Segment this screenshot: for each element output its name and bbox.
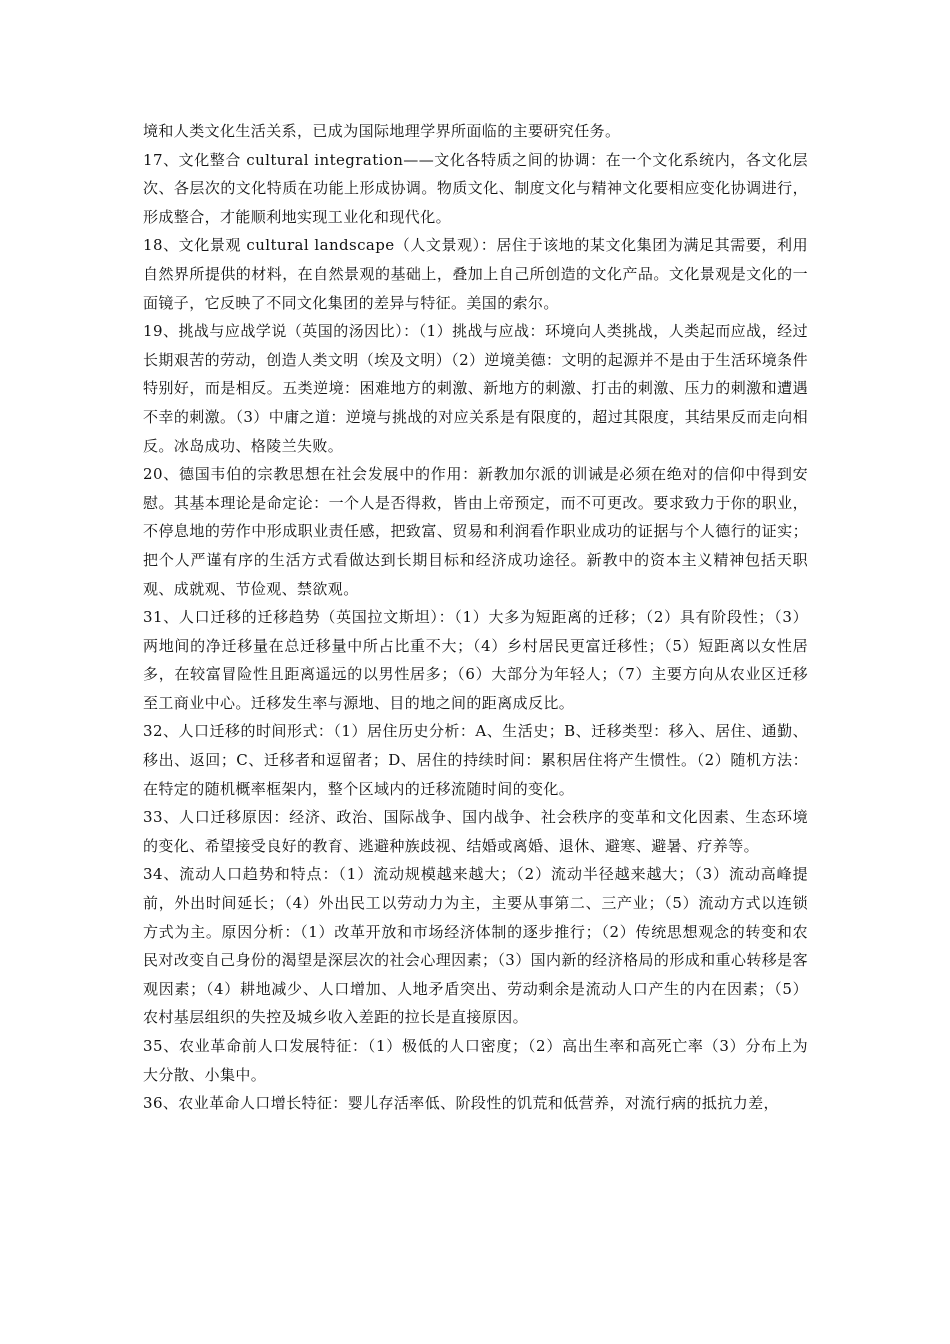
- paragraph-18-cultural-landscape: 18、文化景观 cultural landscape（人文景观）：居住于该地的某文化集团为满足其需要，利用自然界所提供的材料，在自然景观的基础上，叠加上自己所创造的文化产品。文化景观是文化的一面镜子，它反映了不同文化集团的差异与特征。美国的索尔。: [143, 236, 808, 312]
- document-page: [143, 117, 808, 1118]
- paragraph-32-migration-time: 32、人口迁移的时间形式：（1）居住历史分析：A、生活史；B、迁移类型：移入、居住、通勤、移出、返回；C、迁移者和逗留者；D、居住的持续时间：累积居住将产生惯性。（2）随机方法：在特定的随机概率框架内，整个区域内的迁移流随时间的变化。: [143, 722, 808, 798]
- paragraph-31-migration-trends: 31、人口迁移的迁移趋势（英国拉文斯坦）：（1）大多为短距离的迁移；（2）具有阶段性；（3）两地间的净迁移量在总迁移量中所占比重不大；（4）乡村居民更富迁移性；（5）短距离以女性居多，在较富冒险性且距离遥远的以男性居多；（6）大部分为年轻人；（7）主要方向从农业区迁移至工商业中心。迁移发生率与源地、目的地之间的距离成反比。: [143, 608, 808, 712]
- paragraph-20-weber-religion: 20、德国韦伯的宗教思想在社会发展中的作用：新教加尔派的训诫是必须在绝对的信仰中得到安慰。其基本理论是命定论：一个人是否得救，皆由上帝预定，而不可更改。要求致力于你的职业，不停息地的劳作中形成职业责任感，把致富、贸易和利润看作职业成功的证据与个人德行的证实；把个人严谨有序的生活方式看做达到长期目标和经济成功途径。新教中的资本主义精神包括天职观、成就观、节俭观、禁欲观。: [143, 465, 808, 598]
- paragraph-19-challenge-response: 19、挑战与应战学说（英国的汤因比）：（1）挑战与应战：环境向人类挑战，人类起而应战，经过长期艰苦的劳动，创造人类文明（埃及文明）（2）逆境美德：文明的起源并不是由于生活环境条件特别好，而是相反。五类逆境：困难地方的刺激、新地方的刺激、打击的刺激、压力的刺激和遭遇不幸的刺激。（3）中庸之道：逆境与挑战的对应关系是有限度的，超过其限度，其结果反而走向相反。冰岛成功、格陵兰失败。: [143, 322, 808, 455]
- paragraph-34-floating-population: 34、流动人口趋势和特点：（1）流动规模越来越大；（2）流动半径越来越大；（3）流动高峰提前，外出时间延长；（4）外出民工以劳动力为主，主要从事第二、三产业；（5）流动方式以连锁方式为主。原因分析：（1）改革开放和市场经济体制的逐步推行；（2）传统思想观念的转变和农民对改变自己身份的渴望是深层次的社会心理因素；（3）国内新的经济格局的形成和重心转移是客观因素；（4）耕地减少、人口增加、人地矛盾突出、劳动剩余是流动人口产生的内在因素；（5）农村基层组织的失控及城乡收入差距的拉长是直接原因。: [143, 865, 808, 1027]
- paragraph-33-migration-causes: 33、人口迁移原因：经济、政治、国际战争、国内战争、社会秩序的变革和文化因素、生态环境的变化、希望接受良好的教育、逃避种族歧视、结婚或离婚、退休、避寒、避暑、疗养等。: [143, 808, 808, 855]
- paragraph-continuation: 境和人类文化生活关系，已成为国际地理学界所面临的主要研究任务。: [143, 122, 621, 140]
- paragraph-36-agricultural-revolution: 36、农业革命人口增长特征：婴儿存活率低、阶段性的饥荒和低营养，对流行病的抵抗力差，: [143, 1094, 779, 1113]
- paragraph-35-pre-agricultural: 35、农业革命前人口发展特征：（1）极低的人口密度；（2）高出生率和高死亡率（3）分布上为大分散、小集中。: [143, 1037, 808, 1084]
- paragraph-17-cultural-integration: 17、文化整合 cultural integration——文化各特质之间的协调：在一个文化系统内，各文化层次、各层次的文化特质在功能上形成协调。物质文化、制度文化与精神文化要相应变化协调进行，形成整合，才能顺利地实现工业化和现代化。: [143, 150, 808, 226]
